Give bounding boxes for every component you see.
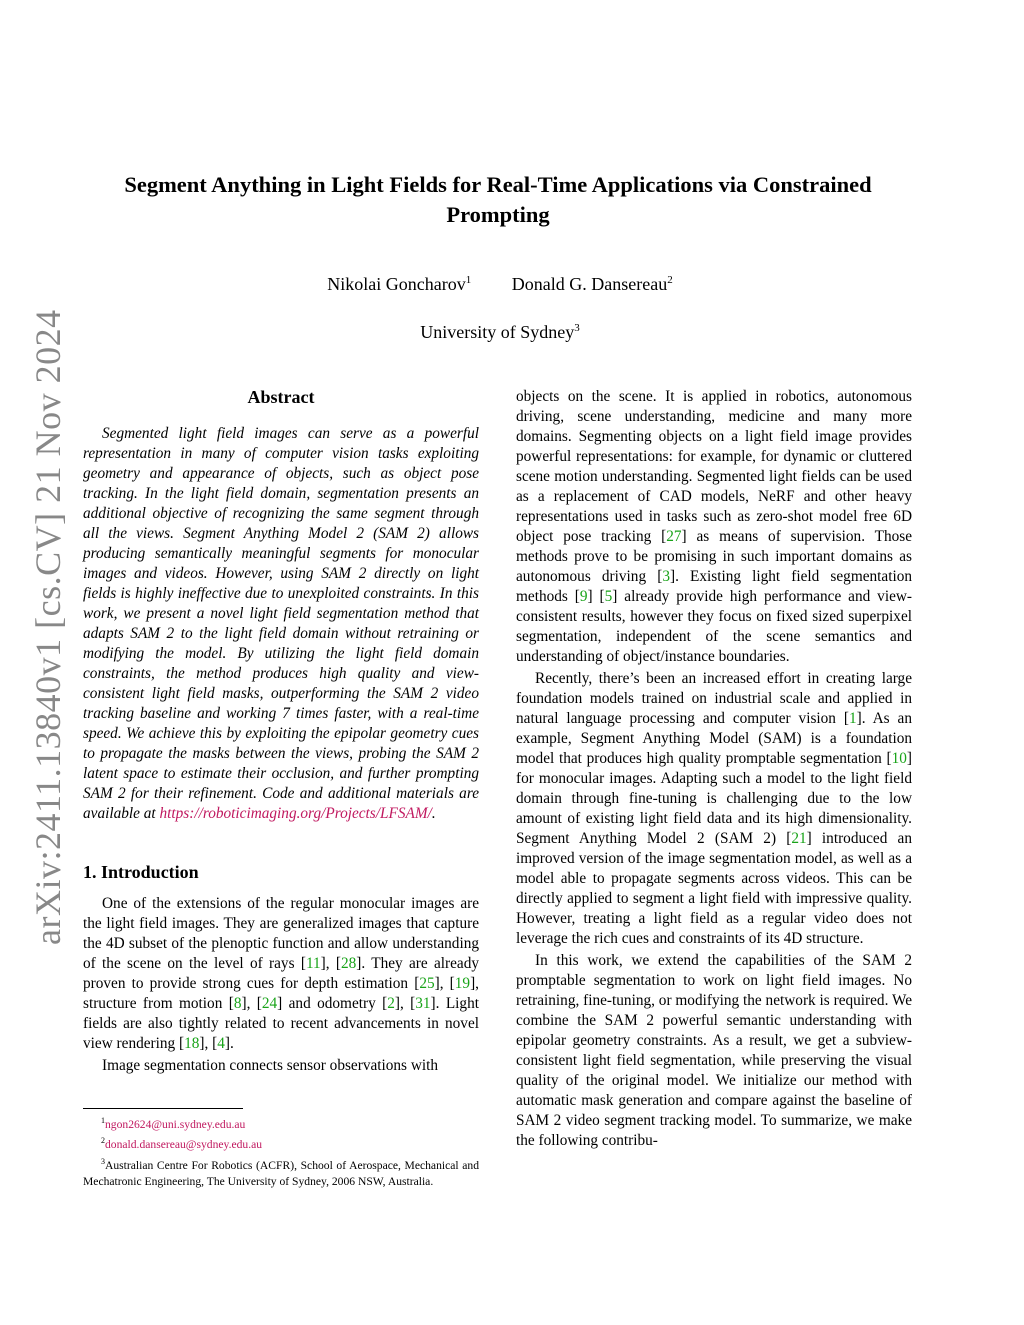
citation-link[interactable]: 27 bbox=[666, 528, 682, 545]
paper-title: Segment Anything in Light Fields for Real-Time Applications via Constrained Prompting bbox=[124, 172, 872, 227]
text-run: ], [ bbox=[394, 995, 416, 1012]
abstract-heading: Abstract bbox=[247, 387, 315, 407]
text-run: ]. Light fields are also tightly related to recent advancements in novel view rendering [ bbox=[83, 995, 479, 1052]
author-list bbox=[200, 268, 800, 296]
text-run: objects on the scene. It is applied in robotics, autonomous driving, scene understanding, medicine and many more domains. Segmenting objects on a light field image provides powerful representations: for example, for dynamic or cluttered scene motion understanding. Segmented light fields can be used as a replacement of CAD models, NeRF and other heavy representations used in tasks such as zero-shot model free 6D object pose tracking [ bbox=[516, 388, 912, 545]
right-column bbox=[516, 387, 912, 1151]
citation-link[interactable]: 3 bbox=[662, 568, 670, 585]
footnote-rule bbox=[83, 1108, 243, 1109]
footnote-3 bbox=[83, 1154, 479, 1191]
section-heading-introduction: 1. Introduction bbox=[83, 862, 199, 882]
citation-link[interactable]: 31 bbox=[415, 995, 431, 1012]
email-link[interactable]: donald.dansereau@sydney.edu.au bbox=[105, 1138, 263, 1152]
citation-link[interactable]: 10 bbox=[891, 750, 907, 767]
intro-paragraph-1 bbox=[83, 894, 479, 1054]
author-name: Donald G. Dansereau bbox=[511, 274, 668, 294]
text-run: One of the extensions of the regular monocular images are the light field images. They are generalized images that capture the 4D subset of the plenoptic function and allow understanding of the scene on the level of rays [ bbox=[83, 895, 479, 972]
footnote-mark: 3 bbox=[101, 1156, 105, 1166]
citation-link[interactable]: 1 bbox=[848, 710, 857, 727]
abstract-body: Segmented light field images can serve as a powerful representation in many of computer vision tasks exploiting geometry and appearance of objects, such as object pose tracking. In the light field domain, segmentation presents an additional objective of recognizing the same segment through all the views. Segment Anything Model 2 (SAM 2) allows producing semantically meaningful segments for monocular images and videos. However, using SAM 2 directly on light fields is highly ineffective due to unexploited constraints. In this work, we present a novel light field segmentation method that adapts SAM 2 to the light field domain without retraining or modifying the model. By utilizing the light field domain constraints, the method produces high quality and view-consistent light field masks, outperforming the SAM 2 video tracking baseline and working 7 times faster, with a real-time speed. We achieve this by exploiting the epipolar geometry cues to propagate the masks between the views, probing the SAM 2 latent space to estimate their occlusion, and further prompting SAM 2 for their refinement. Code and additional materials are available at bbox=[83, 425, 479, 822]
author-1 bbox=[327, 274, 471, 294]
citation-link[interactable]: 2 bbox=[387, 995, 395, 1012]
intro-paragraph-3 bbox=[516, 669, 912, 949]
author-mark: 2 bbox=[667, 274, 673, 286]
citation-link[interactable]: 25 bbox=[419, 975, 435, 992]
text-run: ]. As an example, Segment Anything Model (SAM) is a foundation model that produces high quality promptable segmentation [ bbox=[516, 710, 912, 767]
text-run: ]. bbox=[224, 1035, 234, 1052]
citation-link[interactable]: 5 bbox=[604, 588, 613, 605]
citation-link[interactable]: 24 bbox=[261, 995, 278, 1012]
text-run: ] and odometry [ bbox=[277, 995, 388, 1012]
footnote-mark: 1 bbox=[101, 1116, 105, 1125]
text-run: ], [ bbox=[199, 1035, 218, 1052]
author-2 bbox=[512, 274, 673, 294]
text-run: ] as means of supervision. Those methods prove to be promising in such important domains as autonomous driving [ bbox=[516, 528, 912, 585]
text-run: ] introduced an improved version of the image segmentation model, as well as a model able to propagate segments across videos. This can be directly applied to segment a light field with impressive quality. However, treating a light field as a regular video does not leverage the rich cues and constraints of its 4D structure. bbox=[516, 830, 912, 947]
text-run: ], structure from motion [ bbox=[83, 975, 479, 1012]
intro-paragraph-2: Image segmentation connects sensor observations with bbox=[102, 1057, 439, 1074]
footnote-2 bbox=[83, 1133, 479, 1153]
text-run: ] for monocular images. Adapting such a model to the light field domain through fine-tuning is challenging due to the low amount of existing light field data and its high dimensionality. Segment Anything Model 2 (SAM 2) [ bbox=[516, 750, 912, 847]
arxiv-identifier: arXiv:2411.13840v1 [cs.CV] 21 Nov 2024 bbox=[28, 309, 68, 945]
footnote-text: Australian Centre For Robotics (ACFR), School of Aerospace, Mechanical and Mechatronic Engineering, The University of Sydney, 2006 NSW, Australia. bbox=[83, 1158, 479, 1189]
abstract-text bbox=[83, 424, 479, 824]
footnote-mark: 2 bbox=[101, 1136, 105, 1146]
citation-link[interactable]: 8 bbox=[233, 995, 242, 1012]
citation-link[interactable]: 21 bbox=[791, 830, 807, 847]
text-run: ], [ bbox=[434, 975, 455, 992]
citation-link[interactable]: 9 bbox=[579, 588, 588, 605]
project-link[interactable]: https://roboticimaging.org/Projects/LFSAM/ bbox=[159, 805, 432, 822]
citation-link[interactable]: 11 bbox=[305, 955, 321, 972]
affiliation-mark: 3 bbox=[574, 322, 580, 334]
text-run: ]. They are already proven to provide strong cues for depth estimation [ bbox=[83, 955, 479, 992]
intro-paragraph-4: In this work, we extend the capabilities of the SAM 2 promptable segmentation to work on light field images. No retraining, fine-tuning, or modifying the network is required. We combine the SAM 2 powerful semantic understanding with epipolar geometry constraints. As a result, we get a subview-consistent light field segmentation, while preserving the visual quality of the original model. We initialize our method with automatic mask generation and compare against the baseline of SAM 2 video segment tracking model. To summarize, we make the following contribu- bbox=[516, 952, 912, 1149]
affiliation-name: University of Sydney bbox=[420, 322, 575, 342]
citation-link[interactable]: 28 bbox=[341, 955, 357, 972]
email-link[interactable]: ngon2624@uni.sydney.edu.au bbox=[105, 1117, 246, 1131]
citation-link[interactable]: 19 bbox=[454, 975, 471, 992]
citation-link[interactable]: 18 bbox=[184, 1035, 200, 1052]
text-run: ], [ bbox=[241, 995, 262, 1012]
footnote-1 bbox=[83, 1113, 479, 1133]
text-run: ], [ bbox=[320, 955, 341, 972]
footnotes bbox=[83, 1108, 479, 1191]
author-mark: 1 bbox=[465, 274, 472, 286]
left-column bbox=[83, 384, 479, 1076]
text-run: ]. Existing light field segmentation methods [ bbox=[516, 568, 912, 605]
intro-paragraph-2-continued bbox=[516, 387, 912, 667]
text-run: ] already provide high performance and view-consistent results, however they focus on fixed sized superpixel segmentation, independent of the scene semantics and understanding of object/instance boundaries. bbox=[516, 588, 913, 665]
citation-link[interactable]: 4 bbox=[217, 1035, 225, 1052]
text-run: ] [ bbox=[587, 588, 605, 605]
affiliation bbox=[200, 316, 800, 344]
abstract-end: . bbox=[431, 805, 436, 822]
author-name: Nikolai Goncharov bbox=[327, 274, 466, 294]
text-run: Recently, there’s been an increased effort in creating large foundation models trained on industrial scale and applied in natural language processing and computer vision [ bbox=[516, 670, 912, 727]
